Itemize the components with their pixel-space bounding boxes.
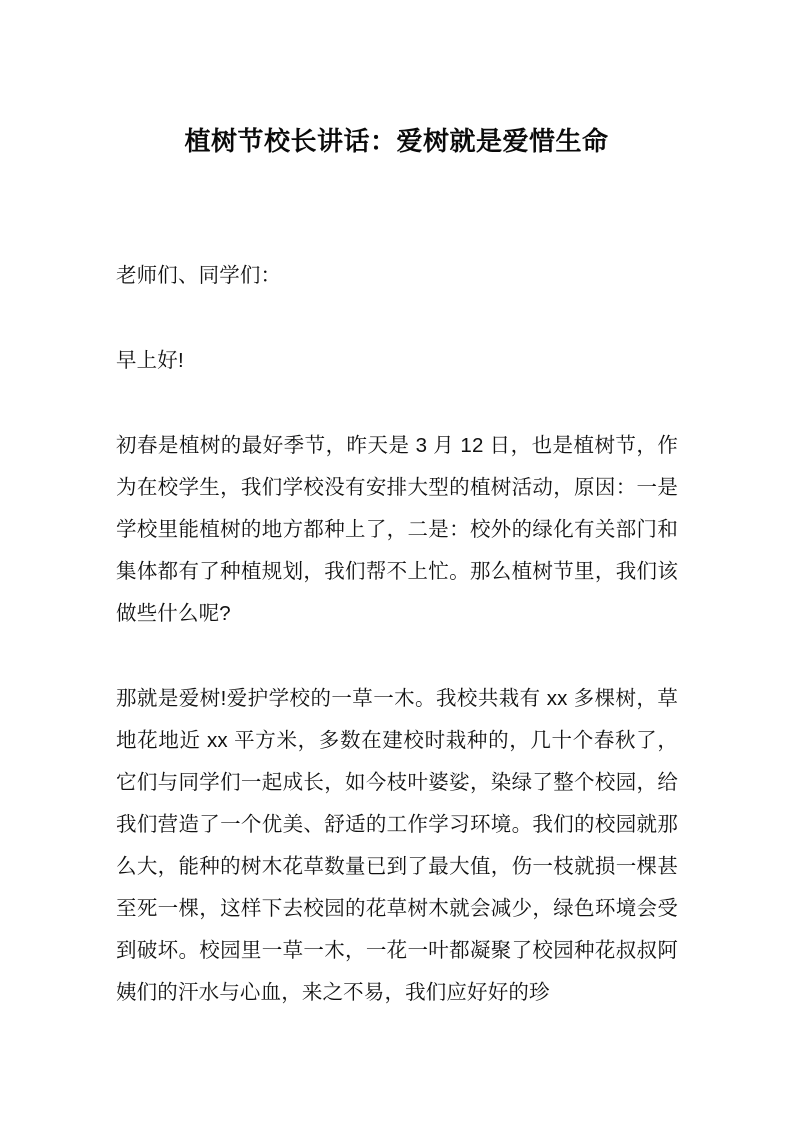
body-paragraph-1: 初春是植树的最好季节，昨天是 3 月 12 日，也是植树节，作为在校学生，我们学校没有安排大型的植树活动，原因：一是学校里能植树的地方都种上了，二是：校外的绿化有关部门和集体都有了种植规划，我们帮不上忙。那么植树节里，我们该做些什么呢?: [116, 434, 678, 625]
salutation-paragraph: 老师们、同学们：: [116, 264, 282, 287]
greeting-paragraph: 早上好!: [116, 349, 184, 372]
body-paragraph-2: 那就是爱树!爱护学校的一草一木。我校共栽有 xx 多棵树，草地花地近 xx 平方米，多数在建校时栽种的，几十个春秋了，它们与同学们一起成长，如今枝叶婆娑，染绿了整个校园，给我们营造了一个优美、舒适的工作学习环境。我们的校园就那么大，能种的树木花草数量已到了最大值，伤一枝就损一棵甚至死一棵，这样下去校园的花草树木就会减少，绿色环境会受到破坏。校园里一草一木，一花一叶都凝聚了校园种花叔叔阿姨们的汗水与心血，来之不易，我们应好好的珍: [116, 687, 678, 1004]
document-body: [116, 158, 678, 1014]
page-title: 植树节校长讲话：爱树就是爱惜生命: [184, 126, 609, 156]
